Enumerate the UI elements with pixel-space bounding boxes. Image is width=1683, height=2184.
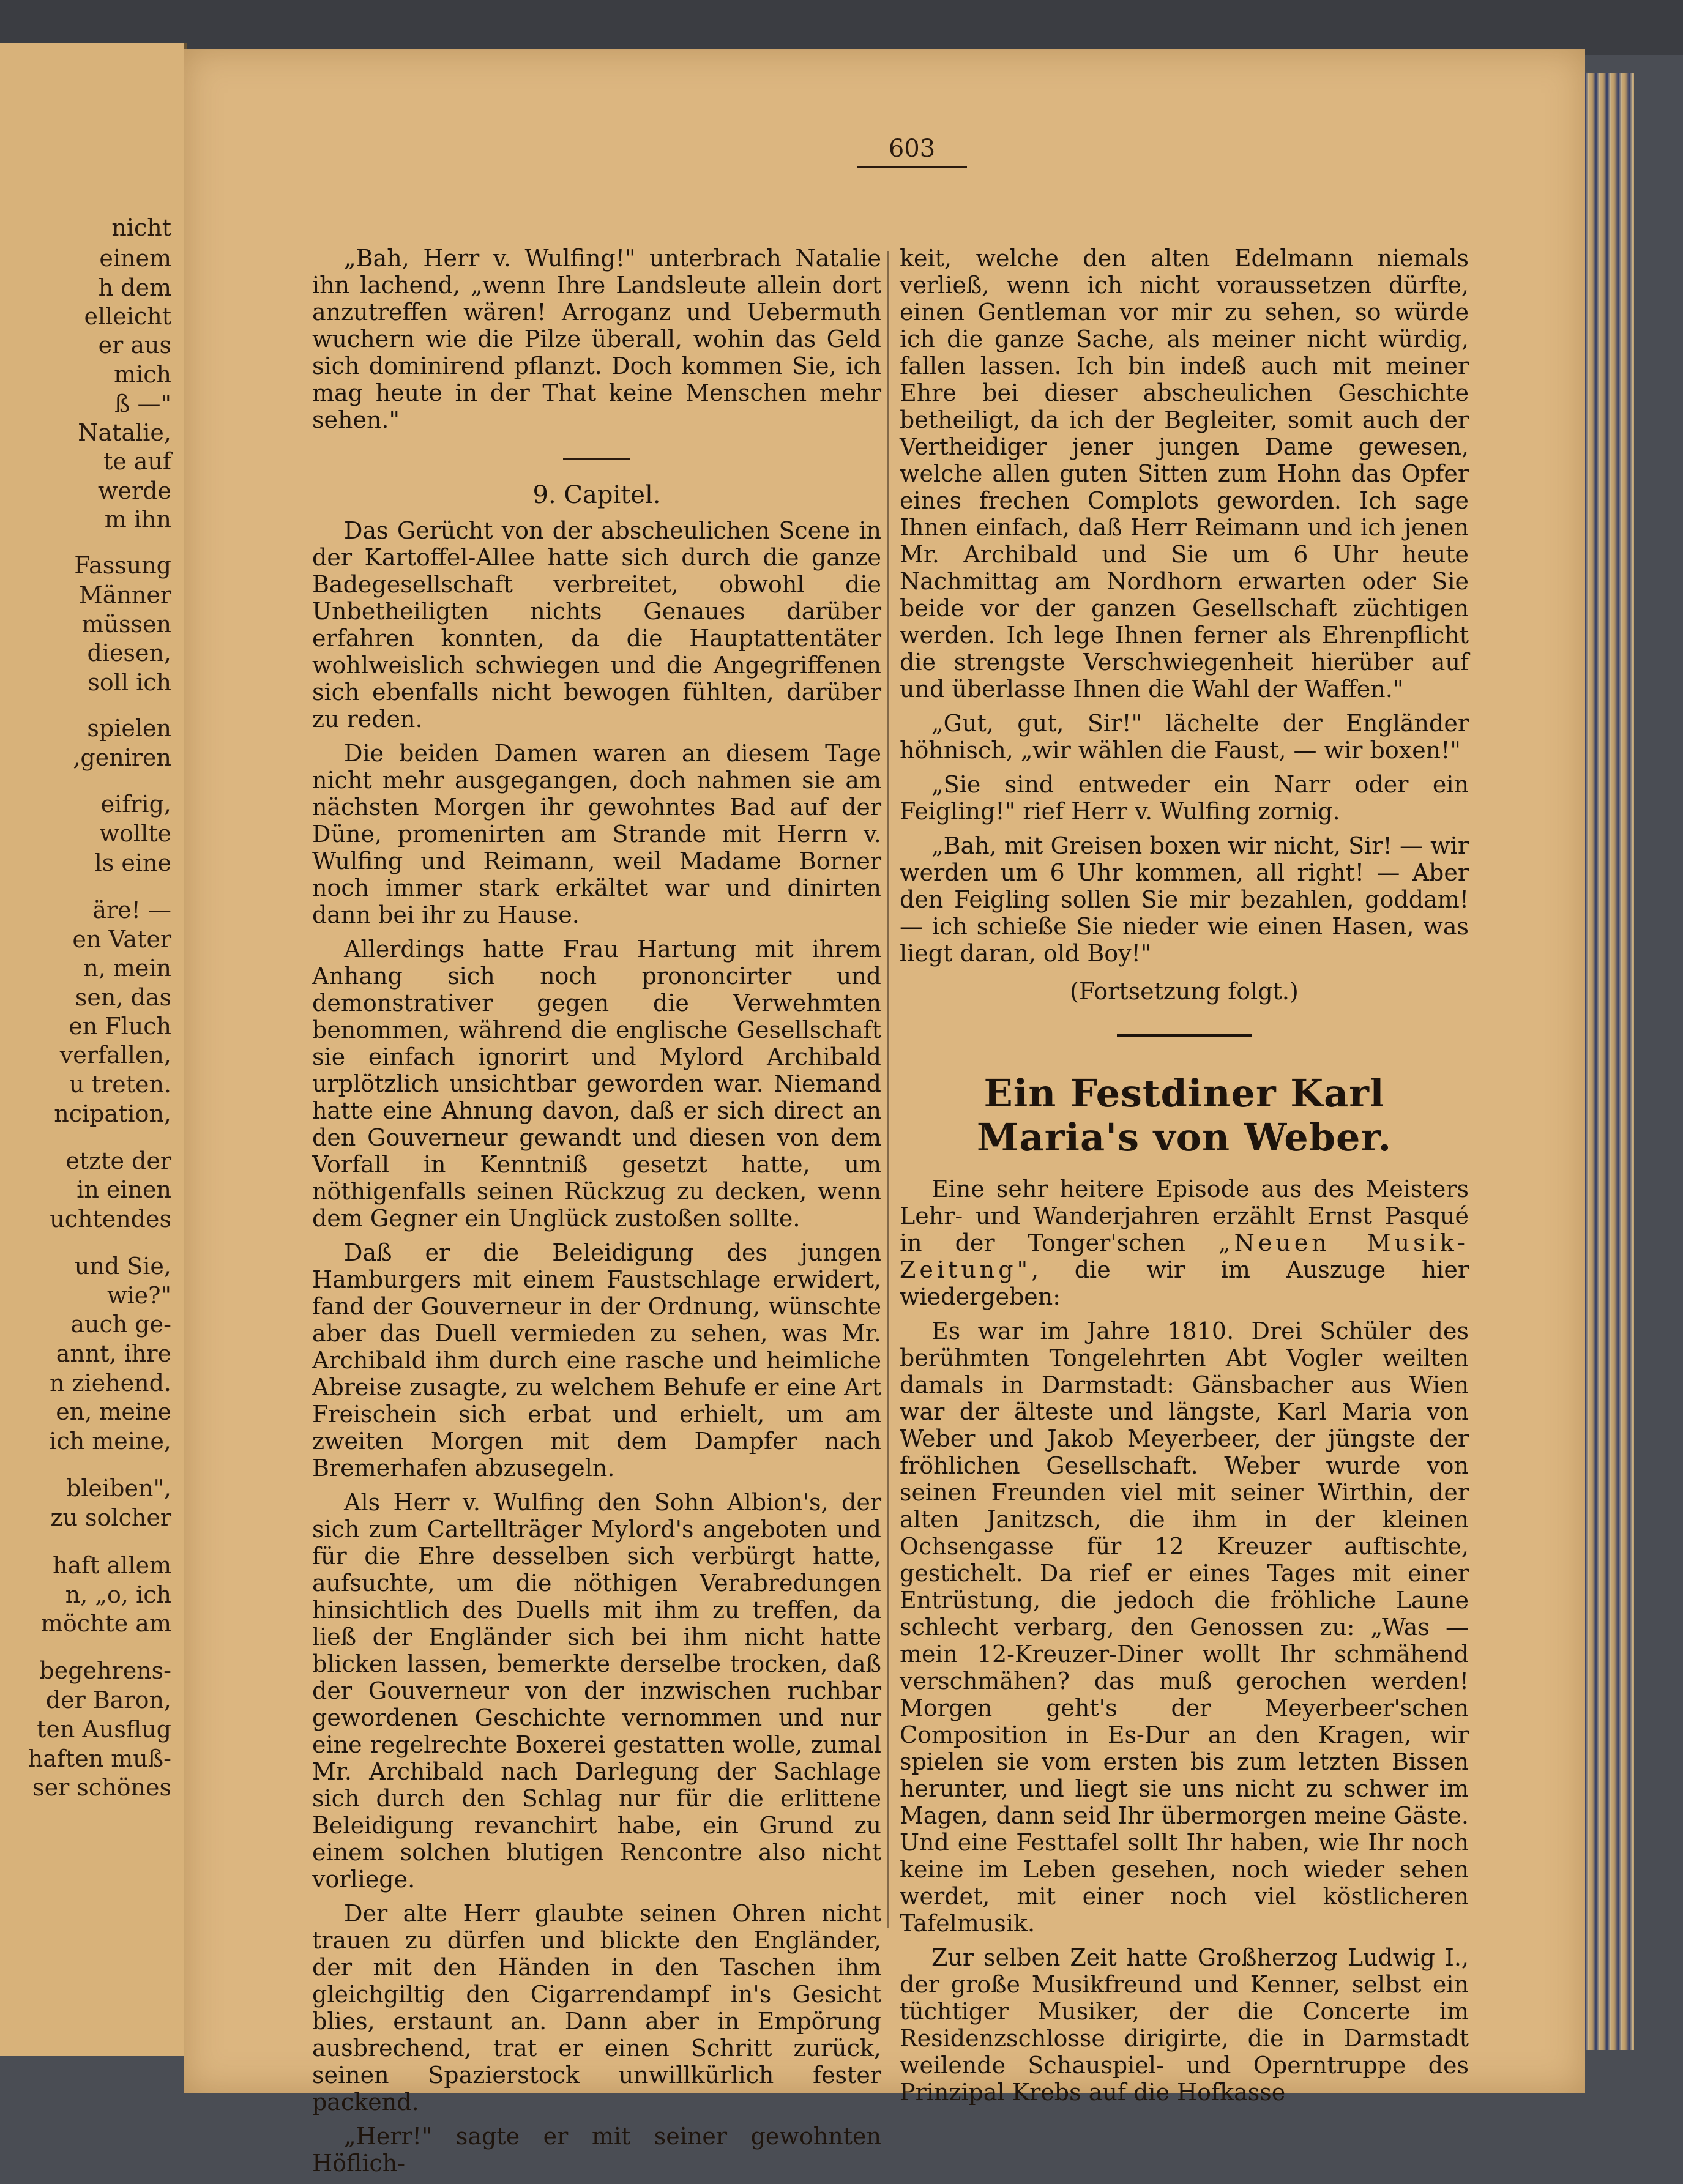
- continued-note: (Fortsetzung folgt.): [1070, 978, 1299, 1005]
- left-page-fragment-line: mich: [114, 361, 171, 388]
- magazine-title: „Neuen Musik-Zeitung": [900, 1229, 1469, 1283]
- article-title: Ein Festdiner Karl Maria's von Weber.: [976, 1071, 1392, 1160]
- paragraph: Daß er die Beleidigung des jungen Hamburgers mit einem Faustschlage erwidert, fand der Gouverneur in der Ordnung, wünschte aber das Duell vermieden zu sehen, was Mr. Archibald ihm durch eine rasche und heimliche Abreise zusagte, zu welchem Behufe er eine Art Freischein sich erbat und erhielt, um am zweiten Morgen mit dem Dampfer nach Bremerhafen abzusegeln.: [312, 1239, 881, 1481]
- left-page-fragment-line: bleiben",: [66, 1475, 171, 1502]
- left-page-fragment-line: Männer: [78, 581, 171, 608]
- left-page-fragment-line: u treten.: [69, 1071, 171, 1098]
- article-intro-text: Eine sehr heitere Episode aus des Meisters Lehr- und Wanderjahren erzählt Ernst Pasqué in der Tonger'schen: [900, 1176, 1469, 1256]
- article-intro: [900, 1176, 1469, 1310]
- paragraph: Als Herr v. Wulfing den Sohn Albion's, der sich zum Cartellträger Mylord's angeboten und für die Ehre desselben sich verbürgt hatte, aufsuchte, um die nöthigen Verabredungen hinsichtlich des Duells mit ihm zu treffen, da ließ der Engländer sich bei ihm nicht hatte blicken lassen, bemerkte derselbe trocken, daß der Gouverneur von der inzwischen ruchbar gewordenen Geschichte vernommen und nur eine regelrechte Boxerei gestatten wolle, zumal Mr. Archibald nach Darlegung der Sachlage sich durch den Schlag nur für die erlittene Beleidigung revanchirt habe, ein Grund zu einem solchen blutigen Rencontre also nicht vorliege.: [312, 1489, 881, 1893]
- background-top: [0, 0, 1683, 55]
- paragraph: „Sie sind entweder ein Narr oder ein Feigling!" rief Herr v. Wulfing zornig.: [900, 771, 1469, 825]
- left-page-fragment-line: ls eine: [94, 849, 171, 876]
- paragraph: Die beiden Damen waren an diesem Tage nicht mehr ausgegangen, doch nahmen sie am nächsten Morgen ihr gewohntes Bad auf der Düne, promenirten am Strande mit Herrn v. Wulfing und Reimann, weil Madame Borner noch immer stark erkältet war und dinirten dann bei ihr zu Hause.: [312, 740, 881, 928]
- left-page-fragment-line: elleicht: [84, 303, 171, 330]
- left-page-fragment-line: ser schönes: [32, 1774, 171, 1801]
- left-page-fragment-line: begehrens-: [39, 1657, 171, 1684]
- left-page-fragment-line: verfallen,: [59, 1042, 171, 1068]
- page: [184, 49, 1585, 2177]
- paragraph: Zur selben Zeit hatte Großherzog Ludwig I., der große Musikfreund und Kenner, selbst ein tüchtiger Musiker, der die Concerte im Residenzschlosse dirigirte, die in Darmstadt weilende Schauspiel- und Operntruppe des Prinzipal Krebs auf die Hofkasse: [900, 1944, 1469, 2106]
- left-page-fragment-line: einem: [99, 245, 171, 272]
- left-page-fragment-line: haft allem: [52, 1552, 171, 1579]
- left-page-fragment-line: diesen,: [87, 639, 171, 666]
- left-page-fragment-line: ich meine,: [49, 1428, 171, 1455]
- left-page-fragment-line: er aus: [98, 332, 171, 359]
- left-page-fragment-line: äre! —: [92, 896, 171, 923]
- paragraph: Es war im Jahre 1810. Drei Schüler des berühmten Tongelehrten Abt Vogler weilten damals in Darmstadt: Gänsbacher aus Wien war der älteste und längste, Karl Maria von Weber und Jakob Meyerbeer, der jüngste der fröhlichen Gesellschaft. Weber wurde von seinen Freunden viel mit seiner Wirthin, der alten Janitzsch, die ihm in der kleinen Ochsengasse für 12 Kreuzer auftischte, gestichelt. Da rief er eines Tages mit einer Entrüstung, die jedoch die fröhliche Laune schlecht verbarg, den Genossen zu: „Was — mein 12-Kreuzer-Diner wollt Ihr schmähend verschmähen? das muß gerochen werden! Morgen geht's der Meyerbeer'schen Composition in Es-Dur an den Kragen, wir spielen sie vom ersten bis zum letzten Bissen herunter, und liegt sie uns nicht zu schwer im Magen, dann seid Ihr übermorgen meine Gäste. Und eine Festtafel sollt Ihr haben, wie Ihr noch keine im Leben gesehen, noch wieder sehen werdet, mit einer noch viel köstlicheren Tafelmusik.: [900, 1317, 1469, 1937]
- chapter-heading: 9. Capitel.: [532, 481, 661, 509]
- left-page-fragment-line: sen, das: [75, 984, 171, 1011]
- paragraph: „Bah, mit Greisen boxen wir nicht, Sir! — wir werden um 6 Uhr kommen, all right! — Aber den Feigling sollen Sie mir bezahlen, goddam! — ich schieße Sie nieder wie einen Hasen, was liegt daran, old Boy!": [900, 832, 1469, 967]
- left-page-fragment-line: soll ich: [88, 669, 171, 696]
- article-rule: [1117, 1034, 1252, 1037]
- section-rule: [563, 458, 630, 460]
- page-number: 603: [857, 135, 967, 168]
- left-page-fragment-line: spielen: [87, 715, 171, 742]
- right-column: [900, 245, 1469, 2113]
- left-page-fragment-line: n, „o, ich: [65, 1581, 171, 1608]
- left-page-fragment-line: en, meine: [56, 1398, 171, 1425]
- left-page-fragment-line: n ziehend.: [49, 1370, 171, 1396]
- left-page-fragment-line: en Fluch: [69, 1013, 171, 1040]
- left-page-fragment-line: ,geniren: [73, 744, 171, 771]
- left-page-fragment-line: haften muß-: [28, 1745, 171, 1772]
- article-intro-text: , die wir im Auszuge hier wiedergeben:: [900, 1256, 1469, 1310]
- paragraph: „Herr!" sagte er mit seiner gewohnten Höflich-: [312, 2123, 881, 2177]
- paragraph: „Gut, gut, Sir!" lächelte der Engländer höhnisch, „wir wählen die Faust, — wir boxen!": [900, 710, 1469, 764]
- paragraph: keit, welche den alten Edelmann niemals verließ, wenn ich nicht voraussetzen dürfte, einen Gentleman vor mir zu sehen, so würde ich die ganze Sache, als meiner nicht würdig, fallen lassen. Ich bin indeß auch mit meiner Ehre bei dieser abscheulichen Geschichte betheiligt, da ich der Begleiter, somit auch der Vertheidiger jener jungen Dame gewesen, welche allen guten Sitten zum Hohn das Opfer eines frechen Complots geworden. Ich sage Ihnen einfach, daß Herr Reimann und ich jenen Mr. Archibald und Sie um 6 Uhr heute Nachmittag am Nordhorn erwarten oder Sie beide vor der ganzen Gesellschaft züchtigen werden. Ich lege Ihnen ferner als Ehrenpflicht die strengste Verschwiegenheit hierüber auf und überlasse Ihnen die Wahl der Waffen.": [900, 245, 1469, 703]
- left-page-fragment-line: n, mein: [83, 955, 171, 982]
- column-divider: [887, 251, 889, 1928]
- intro-paragraph: „Bah, Herr v. Wulfing!" unterbrach Natalie ihn lachend, „wenn Ihre Landsleute allein dort anzutreffen wären! Arroganz und Uebermuth wuchern wie die Pilze überall, wohin das Geld sich dominirend pflanzt. Doch kommen Sie, ich mag heute in der That keine Menschen mehr sehen.": [312, 245, 881, 433]
- left-page-fragment-line: zu solcher: [50, 1504, 171, 1531]
- left-page-fragment-line: eifrig,: [100, 791, 171, 818]
- left-page-fragment-line: müssen: [81, 611, 171, 638]
- left-page-fragment-line: etzte der: [65, 1147, 171, 1174]
- left-page-fragment-line: nicht: [111, 214, 171, 241]
- left-page-fragment-line: in einen: [76, 1176, 171, 1203]
- left-page-fragment-line: en Vater: [72, 926, 171, 953]
- left-page-fragment-line: h dem: [98, 274, 171, 301]
- left-page-fragment-line: ten Ausflug: [37, 1716, 171, 1743]
- left-page-fragment-line: te auf: [103, 448, 171, 475]
- left-page-fragment-line: annt, ihre: [56, 1340, 171, 1367]
- left-page-fragment-line: möchte am: [40, 1610, 171, 1637]
- left-page-fragment-line: wollte: [99, 820, 171, 847]
- left-page-fragment-line: Fassung: [74, 552, 171, 579]
- paragraph: Allerdings hatte Frau Hartung mit ihrem Anhang sich noch prononcirter und demonstrativer gegen die Verwehmten benommen, während die englische Gesellschaft sie einfach ignorirt und Mylord Archibald urplötzlich unsichtbar geworden war. Niemand hatte eine Ahnung davon, daß er sich direct an den Gouverneur gewandt und diesen von dem Vorfall in Kenntniß gesetzt hatte, um nöthigenfalls seinen Rückzug zu decken, wenn dem Gegner ein Unglück zustoßen sollte.: [312, 936, 881, 1232]
- left-page-fragment-line: auch ge-: [70, 1311, 171, 1338]
- left-page-fragment-line: und Sie,: [74, 1253, 171, 1280]
- left-page-fragment-line: Natalie,: [78, 419, 171, 446]
- left-page-fragment: [0, 43, 187, 2056]
- left-column: [312, 245, 881, 2184]
- left-page-fragment-line: ß —": [114, 390, 171, 417]
- left-page-fragment-line: der Baron,: [45, 1686, 171, 1713]
- paragraph: Der alte Herr glaubte seinen Ohren nicht trauen zu dürfen und blickte den Engländer, der mit den Händen in den Taschen ihm gleichgiltig den Cigarrendampf in's Gesicht blies, erstaunt an. Dann aber in Empörung ausbrechend, trat er einen Schritt zurück, seinen Spazierstock unwillkürlich fester packend.: [312, 1900, 881, 2115]
- left-page-fragment-line: wie?": [106, 1282, 171, 1309]
- left-page-fragment-line: ncipation,: [54, 1100, 171, 1127]
- paragraph: Das Gerücht von der abscheulichen Scene in der Kartoffel-Allee hatte sich durch die ganze Badegesellschaft verbreitet, obwohl die Unbetheiligten nichts Genaues darüber erfahren konnten, da die Hauptattentäter wohlweislich schwiegen und die Angegriffenen sich ebenfalls nicht bewogen fühlten, darüber zu reden.: [312, 517, 881, 732]
- left-page-fragment-line: uchtendes: [50, 1206, 171, 1232]
- left-page-fragment-line: werde: [98, 477, 171, 504]
- left-page-fragment-line: m ihn: [104, 506, 171, 533]
